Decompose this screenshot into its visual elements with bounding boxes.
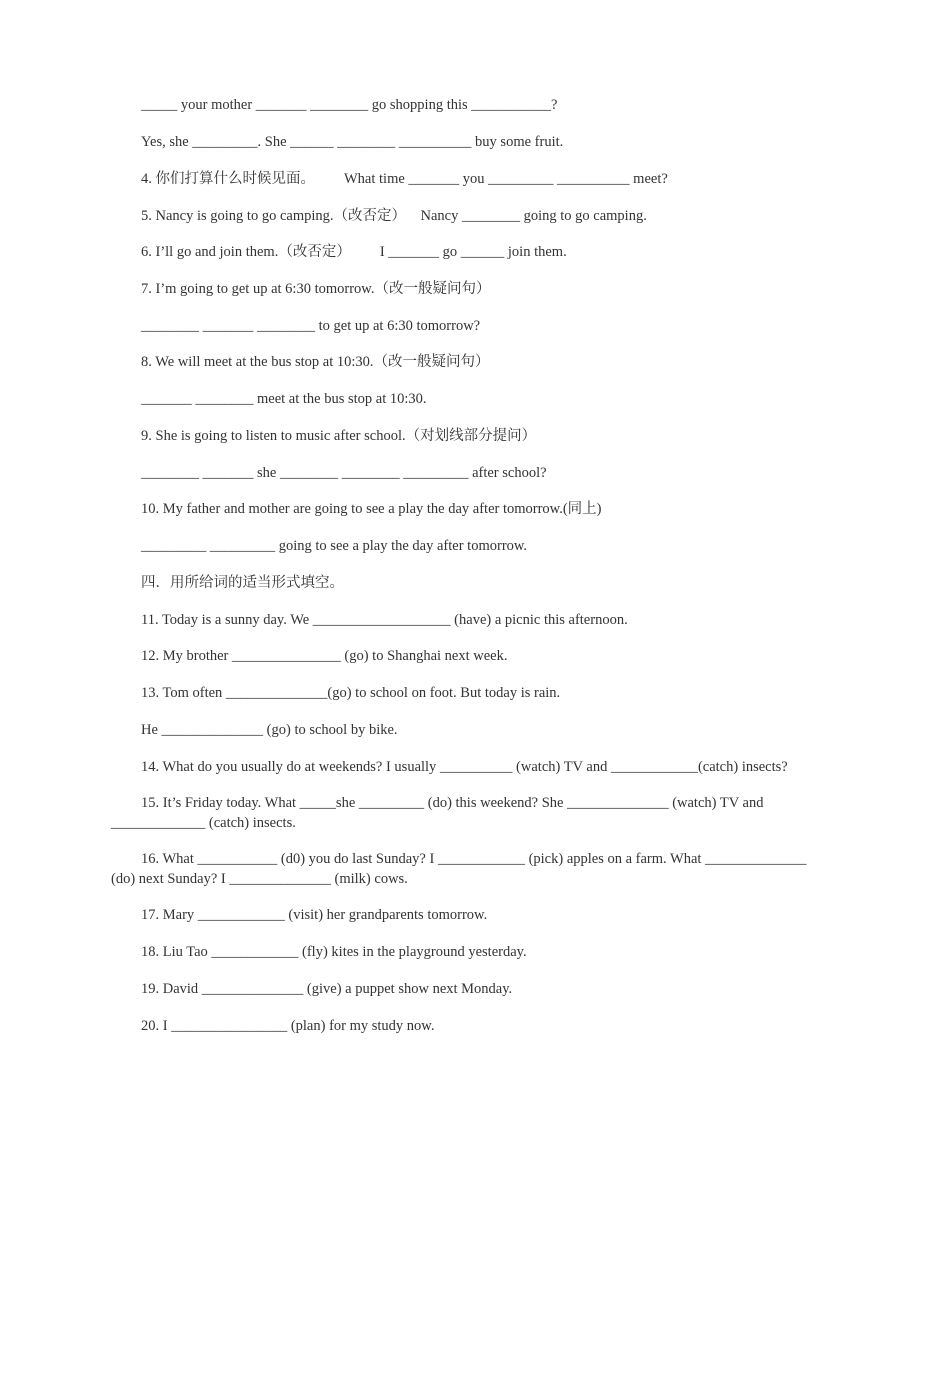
exercise-line-17: 17. Mary ____________ (visit) her grandparents tomorrow. bbox=[141, 907, 488, 923]
exercise-line-13-cont: He ______________ (go) to school by bike. bbox=[141, 722, 398, 738]
exercise-line-18: 18. Liu Tao ____________ (fly) kites in the playground yesterday. bbox=[141, 944, 527, 960]
exercise-line-19: 19. David ______________ (give) a puppet show next Monday. bbox=[141, 981, 513, 997]
exercise-line-6: 6. I’ll go and join them.（改否定） I _______ go ______ join them. bbox=[141, 244, 567, 260]
exercise-line-15: 15. It’s Friday today. What _____she _________ (do) this weekend? She ______________ (watch) TV and bbox=[141, 795, 764, 811]
exercise-line-9: 9. She is going to listen to music after school.（对划线部分提问） bbox=[141, 428, 537, 444]
exercise-line-7-answer: ________ _______ ________ to get up at 6:30 tomorrow? bbox=[141, 318, 481, 334]
exercise-line-3-question: _____ your mother _______ ________ go shopping this ___________? bbox=[141, 97, 558, 113]
exercise-line-16-cont: (do) next Sunday? I ______________ (milk) cows. bbox=[111, 871, 408, 887]
exercise-line-13: 13. Tom often ______________(go) to school on foot. But today is rain. bbox=[141, 685, 561, 701]
exercise-line-8-answer: _______ ________ meet at the bus stop at 10:30. bbox=[141, 391, 427, 407]
exercise-line-16: 16. What ___________ (d0) you do last Sunday? I ____________ (pick) apples on a farm. What ______________ bbox=[141, 851, 807, 867]
exercise-line-11: 11. Today is a sunny day. We ___________________ (have) a picnic this afternoon. bbox=[141, 612, 628, 628]
exercise-line-20: 20. I ________________ (plan) for my study now. bbox=[141, 1018, 435, 1034]
exercise-line-12: 12. My brother _______________ (go) to Shanghai next week. bbox=[141, 648, 508, 664]
exercise-line-10-answer: _________ _________ going to see a play the day after tomorrow. bbox=[141, 538, 528, 554]
exercise-line-8: 8. We will meet at the bus stop at 10:30.（改一般疑问句） bbox=[141, 354, 490, 370]
exercise-line-9-answer: ________ _______ she ________ ________ _________ after school? bbox=[141, 465, 547, 481]
exercise-line-3-answer: Yes, she _________. She ______ ________ __________ buy some fruit. bbox=[141, 134, 564, 150]
exercise-line-5: 5. Nancy is going to go camping.（改否定） Nancy ________ going to go camping. bbox=[141, 208, 647, 224]
exercise-line-15-cont: _____________ (catch) insects. bbox=[111, 815, 296, 831]
section-heading: 四．用所给词的适当形式填空。 bbox=[141, 575, 344, 591]
exercise-line-7: 7. I’m going to get up at 6:30 tomorrow.（改一般疑问句） bbox=[141, 281, 491, 297]
exercise-line-14: 14. What do you usually do at weekends? I usually __________ (watch) TV and ____________(catch) insects? bbox=[141, 759, 788, 775]
exercise-line-10: 10. My father and mother are going to see a play the day after tomorrow.(同上) bbox=[141, 501, 602, 517]
exercise-line-4: 4. 你们打算什么时候见面。 What time _______ you _________ __________ meet? bbox=[141, 171, 668, 187]
